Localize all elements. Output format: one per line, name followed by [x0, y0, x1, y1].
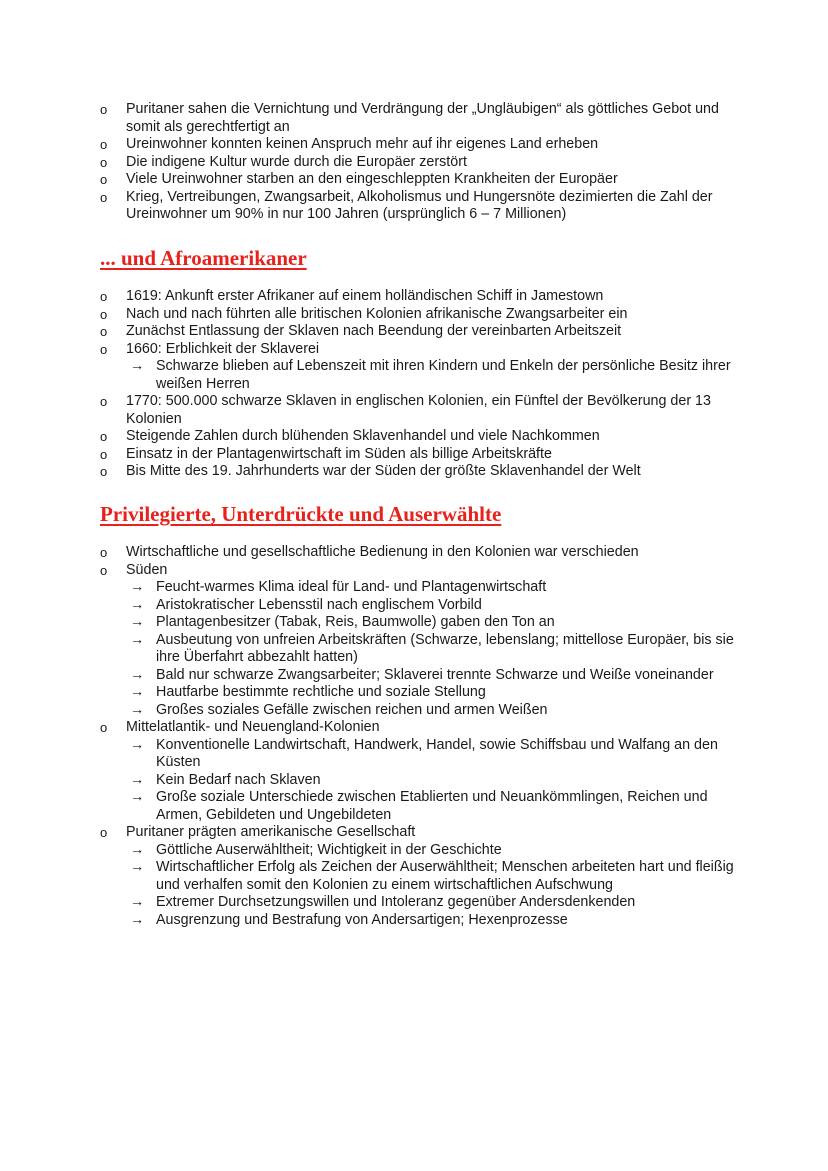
sub-list-item-text: Große soziale Unterschiede zwischen Etablierten und Neuankömmlingen, Reichen und Armen, Gebildeten und Ungebildeten	[156, 789, 708, 823]
sub-list-item-text: Wirtschaftlicher Erfolg als Zeichen der Auserwähltheit; Menschen arbeiteten hart und fleißig und verhalfen somit den Kolonien zu einem wirtschaftlichen Aufschwung	[156, 859, 734, 893]
arrow-icon: →	[130, 771, 145, 788]
sub-list-item	[126, 912, 748, 930]
section-ureinwohner	[100, 101, 748, 224]
bullet-marker: o	[100, 154, 108, 170]
list-item-text: Bis Mitte des 19. Jahrhunderts war der Süden der größte Sklavenhandel der Welt	[126, 463, 641, 479]
list-item	[100, 446, 748, 464]
sub-list	[126, 579, 748, 719]
list-item-text: Nach und nach führten alle britischen Kolonien afrikanische Zwangsarbeiter ein	[126, 305, 628, 322]
sub-list-item	[126, 702, 748, 720]
sub-list-item-text: Aristokratischer Lebensstil nach englischem Vorbild	[156, 596, 482, 613]
arrow-icon: →	[130, 911, 145, 928]
list-item	[100, 288, 748, 306]
list-item	[100, 171, 748, 189]
bullet-marker: o	[100, 289, 108, 304]
list-item	[100, 562, 748, 720]
sub-list-item	[126, 632, 748, 667]
arrow-icon: →	[130, 596, 145, 613]
list-item	[100, 428, 748, 446]
arrow-icon: →	[130, 684, 145, 700]
sub-list-item-text: Schwarze blieben auf Lebenszeit mit ihren Kindern und Enkeln der persönliche Besitz ihrer weißen Herren	[156, 358, 731, 392]
arrow-icon: →	[130, 736, 145, 753]
sub-list-item	[126, 894, 748, 912]
sub-list-item	[126, 597, 748, 615]
list-item	[100, 824, 748, 929]
bullet-marker: o	[100, 189, 108, 205]
bullet-marker: o	[100, 324, 108, 339]
bullet-list	[100, 544, 748, 929]
bullet-marker: o	[100, 825, 108, 840]
list-item-text: Süden	[126, 561, 168, 578]
list-item-text: 1660: Erblichkeit der Sklaverei	[126, 340, 320, 357]
list-item	[100, 101, 748, 136]
list-item-text: Ureinwohner konnten keinen Anspruch mehr auf ihr eigenes Land erheben	[126, 136, 599, 152]
sub-list-item-text: Hautfarbe bestimmte rechtliche und soziale Stellung	[156, 684, 486, 700]
sub-list	[126, 842, 748, 930]
list-item-text: Puritaner sahen die Vernichtung und Verdrängung der „Ungläubigen“ als göttliches Gebot und somit als gerechtfertigt an	[126, 101, 719, 135]
list-item-text: Einsatz in der Plantagenwirtschaft im Süden als billige Arbeitskräfte	[126, 445, 552, 462]
sub-list-item	[126, 667, 748, 685]
sub-list-item	[126, 614, 748, 632]
bullet-marker: o	[100, 562, 108, 578]
list-item	[100, 544, 748, 562]
arrow-icon: →	[130, 859, 145, 875]
list-item	[100, 719, 748, 824]
sub-list-item-text: Kein Bedarf nach Sklaven	[156, 771, 321, 788]
sub-list-item	[126, 684, 748, 702]
sub-list-item-text: Ausgrenzung und Bestrafung von Andersartigen; Hexenprozesse	[156, 911, 568, 928]
list-item-text: Krieg, Vertreibungen, Zwangsarbeit, Alkoholismus und Hungersnöte dezimierten die Zahl der Ureinwohner um 90% in nur 100 Jahren (ursprünglich 6 – 7 Millionen)	[126, 188, 713, 222]
bullet-list	[100, 288, 748, 481]
bullet-marker: o	[100, 545, 108, 560]
sub-list-item	[126, 842, 748, 860]
bullet-marker: o	[100, 306, 108, 322]
list-item	[100, 306, 748, 324]
sub-list-item-text: Bald nur schwarze Zwangsarbeiter; Sklaverei trennte Schwarze und Weiße voneinander	[156, 666, 714, 683]
bullet-marker: o	[100, 172, 108, 187]
list-item-text: Mittelatlantik- und Neuengland-Kolonien	[126, 719, 380, 735]
sub-list-item-text: Extremer Durchsetzungswillen und Intoleranz gegenüber Andersdenkenden	[156, 894, 636, 910]
list-item-text: Steigende Zahlen durch blühenden Sklavenhandel und viele Nachkommen	[126, 428, 600, 444]
arrow-icon: →	[130, 841, 145, 858]
arrow-icon: →	[130, 631, 145, 648]
arrow-icon: →	[130, 358, 145, 374]
list-item-text: Die indigene Kultur wurde durch die Europäer zerstört	[126, 153, 467, 170]
sub-list-item	[126, 358, 748, 393]
arrow-icon: →	[130, 614, 145, 630]
list-item-text: Zunächst Entlassung der Sklaven nach Beendung der vereinbarten Arbeitszeit	[126, 323, 622, 339]
sub-list-item-text: Plantagenbesitzer (Tabak, Reis, Baumwolle) gaben den Ton an	[156, 614, 555, 630]
bullet-marker: o	[100, 341, 108, 357]
arrow-icon: →	[130, 789, 145, 805]
list-item-text: 1770: 500.000 schwarze Sklaven in englischen Kolonien, ein Fünftel der Bevölkerung der 13 Kolonien	[126, 393, 711, 427]
list-item	[100, 323, 748, 341]
section-afroamerikaner	[100, 288, 748, 481]
bullet-marker: o	[100, 446, 108, 462]
sub-list-item	[126, 772, 748, 790]
sub-list	[126, 358, 748, 393]
heading-afroamerikaner: ... und Afroamerikaner	[100, 246, 307, 270]
sub-list-item-text: Ausbeutung von unfreien Arbeitskräften (Schwarze, lebenslang; mittellose Europäer, bis sie ihre Überfahrt abbezahlt hatten)	[156, 631, 734, 665]
list-item-text: Viele Ureinwohner starben an den eingeschleppten Krankheiten der Europäer	[126, 171, 618, 187]
bullet-marker: o	[100, 429, 108, 444]
sub-list-item	[126, 737, 748, 772]
bullet-marker: o	[100, 394, 108, 409]
section-privilegierte	[100, 544, 748, 929]
bullet-list	[100, 101, 748, 224]
sub-list-item-text: Großes soziales Gefälle zwischen reichen und armen Weißen	[156, 701, 548, 718]
arrow-icon: →	[130, 701, 145, 718]
bullet-marker: o	[100, 102, 108, 117]
sub-list-item	[126, 859, 748, 894]
bullet-marker: o	[100, 720, 108, 735]
sub-list	[126, 737, 748, 825]
sub-list-item	[126, 789, 748, 824]
arrow-icon: →	[130, 579, 145, 595]
sub-list-item-text: Feucht-warmes Klima ideal für Land- und Plantagenwirtschaft	[156, 579, 547, 595]
sub-list-item-text: Konventionelle Landwirtschaft, Handwerk, Handel, sowie Schiffsbau und Walfang an den Küsten	[156, 736, 718, 770]
list-item	[100, 341, 748, 394]
list-item	[100, 393, 748, 428]
list-item	[100, 154, 748, 172]
sub-list-item	[126, 579, 748, 597]
list-item	[100, 189, 748, 224]
arrow-icon: →	[130, 666, 145, 683]
list-item-text: Wirtschaftliche und gesellschaftliche Bedienung in den Kolonien war verschieden	[126, 544, 639, 560]
list-item-text: Puritaner prägten amerikanische Gesellschaft	[126, 824, 416, 840]
list-item	[100, 463, 748, 481]
arrow-icon: →	[130, 894, 145, 910]
heading-privilegierte: Privilegierte, Unterdrückte und Auserwählte	[100, 502, 502, 526]
list-item-text: 1619: Ankunft erster Afrikaner auf einem holländischen Schiff in Jamestown	[126, 288, 604, 304]
list-item	[100, 136, 748, 154]
bullet-marker: o	[100, 464, 108, 479]
bullet-marker: o	[100, 137, 108, 152]
sub-list-item-text: Göttliche Auserwähltheit; Wichtigkeit in der Geschichte	[156, 841, 502, 858]
